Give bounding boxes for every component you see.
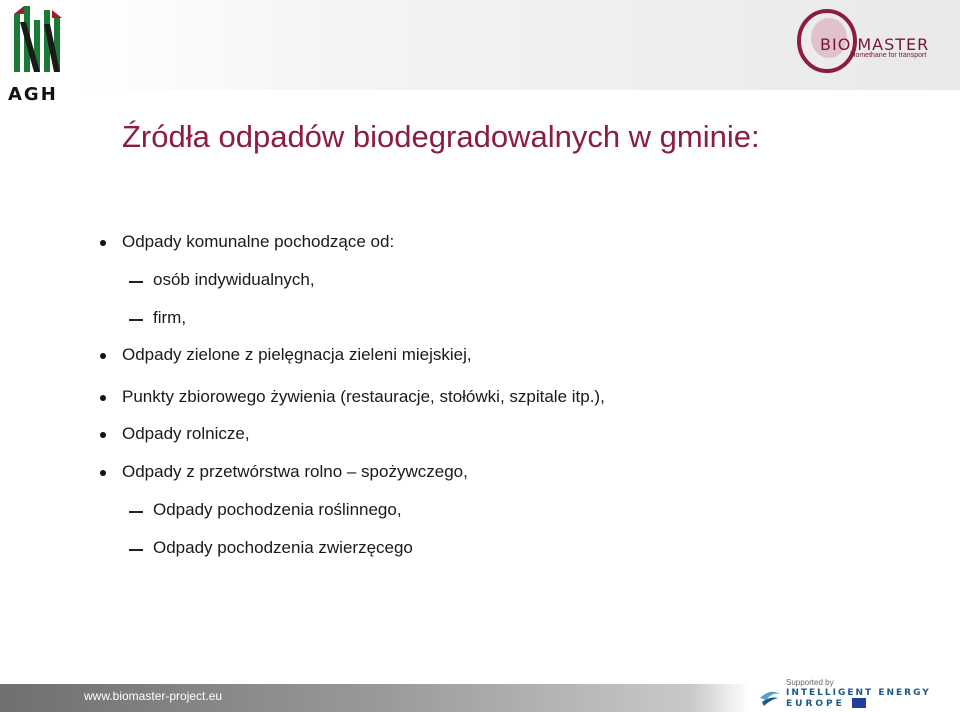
list-item: Punkty zbiorowego żywienia (restauracje, stołówki, szpitale itp.), bbox=[122, 387, 605, 406]
list-item: Odpady z przetwórstwa rolno – spożywczego, bbox=[122, 462, 468, 481]
dash-icon bbox=[129, 319, 143, 321]
list-item: Odpady rolnicze, bbox=[122, 424, 250, 443]
agh-logo-text: AGH bbox=[8, 84, 58, 105]
dash-icon bbox=[129, 281, 143, 283]
supported-by-label: Supported by bbox=[786, 678, 834, 687]
dash-icon bbox=[129, 511, 143, 513]
list-item: Odpady komunalne pochodzące od: bbox=[122, 232, 395, 251]
agh-emblem-icon bbox=[0, 0, 76, 84]
footer-url[interactable]: www.biomaster-project.eu bbox=[84, 689, 223, 703]
slide-title: Źródła odpadów biodegradowalnych w gminie: bbox=[122, 119, 760, 154]
bullet-icon bbox=[100, 432, 106, 438]
iee-name-line2: EUROPE bbox=[786, 699, 845, 709]
biomaster-logo-text: BIO MASTER bbox=[820, 35, 930, 54]
list-subitem: firm, bbox=[153, 308, 187, 327]
bullet-icon bbox=[100, 353, 106, 359]
list-item: Odpady zielone z pielęgnacja zieleni miejskiej, bbox=[122, 345, 472, 364]
iee-name-line1: INTELLIGENT ENERGY bbox=[786, 688, 931, 698]
dash-icon bbox=[129, 549, 143, 551]
bullet-icon bbox=[100, 470, 106, 476]
biomaster-tagline: biomethane for transport bbox=[850, 52, 927, 59]
bullet-icon bbox=[100, 240, 106, 246]
list-subitem: osób indywidualnych, bbox=[153, 270, 315, 289]
list-subitem: Odpady pochodzenia roślinnego, bbox=[153, 500, 402, 519]
eu-flag-icon bbox=[852, 698, 866, 708]
bullet-icon bbox=[100, 395, 106, 401]
iee-logo-icon bbox=[758, 684, 782, 708]
agh-logo bbox=[0, 0, 76, 108]
list-subitem: Odpady pochodzenia zwierzęcego bbox=[153, 538, 413, 557]
